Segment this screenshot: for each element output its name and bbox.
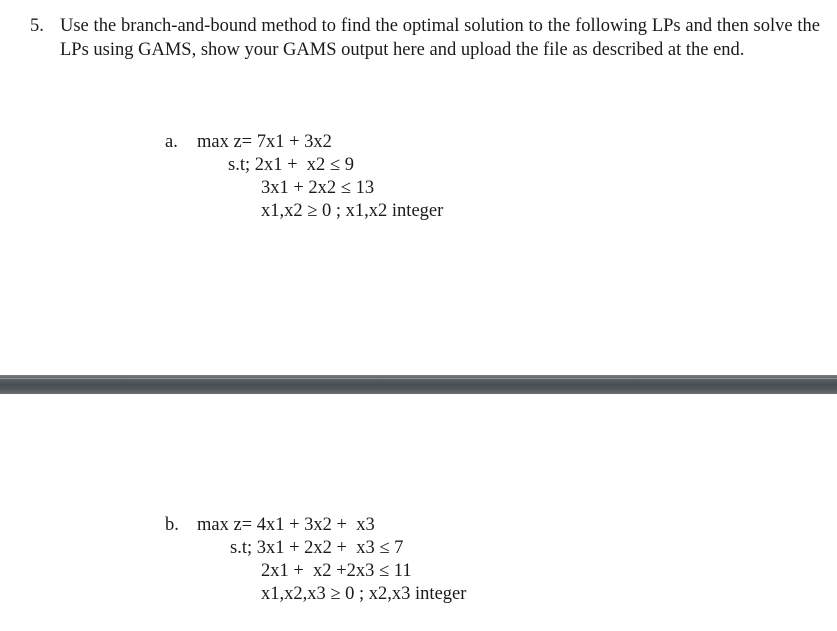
- part-b-constraint-2: 2x1 + x2 +2x3 ≤ 11: [261, 561, 412, 581]
- part-a-constraint-2: 3x1 + 2x2 ≤ 13: [261, 178, 375, 198]
- part-b-label: b.: [165, 515, 179, 535]
- part-b-constraint-1: s.t; 3x1 + 2x2 + x3 ≤ 7: [230, 538, 404, 558]
- part-b-objective: max z= 4x1 + 3x2 + x3: [197, 515, 375, 535]
- part-a-objective: max z= 7x1 + 3x2: [197, 132, 332, 152]
- question-number: 5.: [30, 16, 44, 36]
- part-a-label: a.: [165, 132, 178, 152]
- divider-bar: [0, 375, 837, 394]
- part-a-constraint-1: s.t; 2x1 + x2 ≤ 9: [228, 155, 354, 175]
- part-a-constraint-3: x1,x2 ≥ 0 ; x1,x2 integer: [261, 201, 444, 221]
- part-b-constraint-3: x1,x2,x3 ≥ 0 ; x2,x3 integer: [261, 584, 467, 604]
- question-5: [30, 14, 820, 62]
- question-text: Use the branch-and-bound method to find the optimal solution to the following LPs and then solve the LPs using GAMS, show your GAMS output here and upload the file as described at the end.: [60, 16, 820, 60]
